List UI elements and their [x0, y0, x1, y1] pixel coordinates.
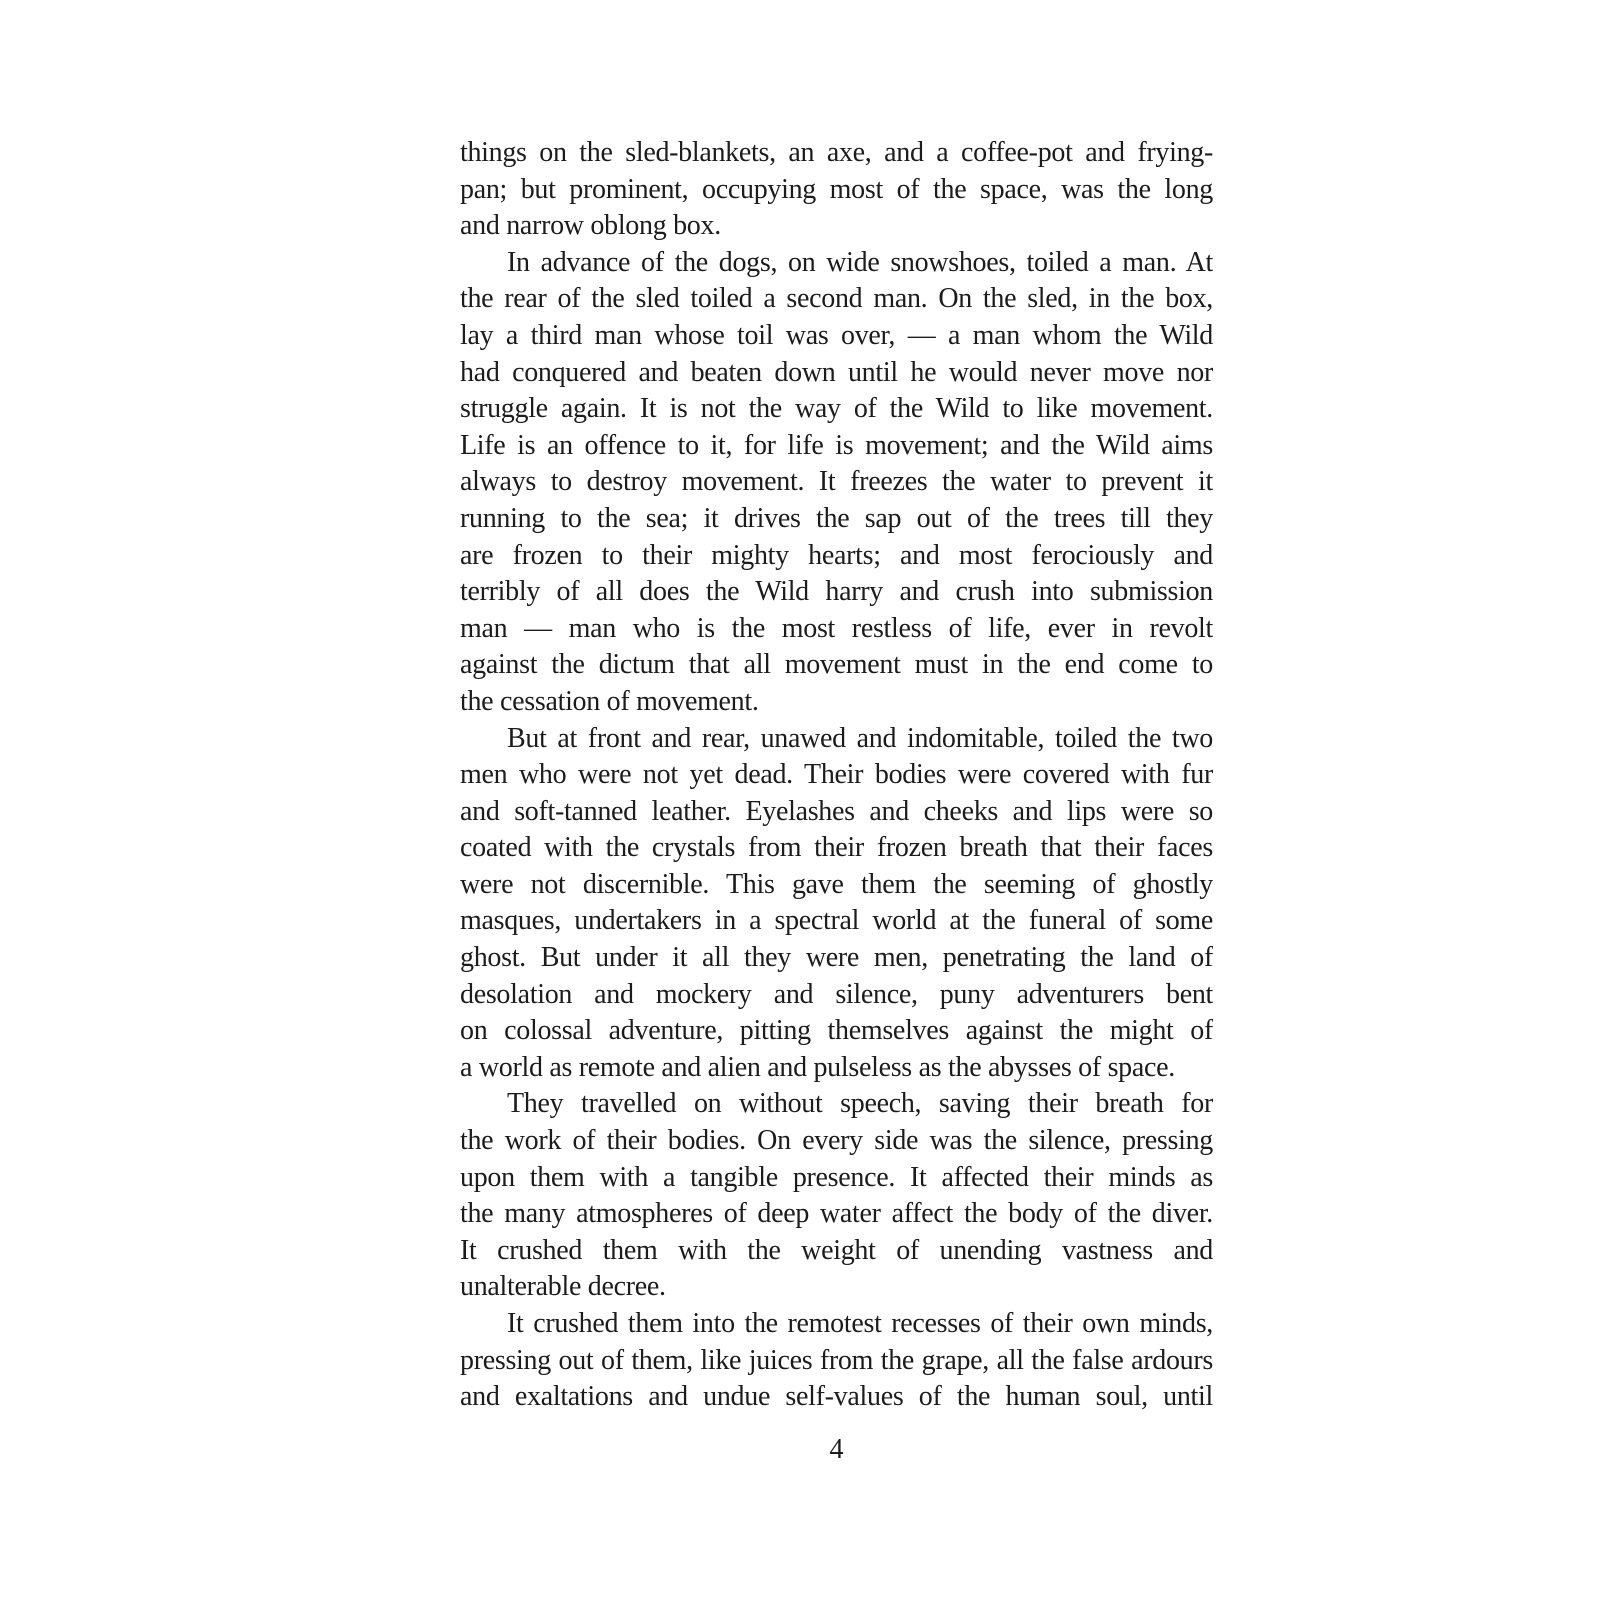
text-line: the cessation of movement. — [460, 685, 759, 717]
page-text — [460, 135, 1213, 1416]
text-line: But at front and rear, unawed and indomitable, toiled the two — [507, 722, 1213, 754]
text-line: lay a third man whose toil was over, — a man whom the Wild — [460, 319, 1213, 351]
text-line: upon them with a tangible presence. It affected their minds as — [460, 1161, 1213, 1193]
text-line: struggle again. It is not the way of the Wild to like movement. — [460, 393, 1213, 425]
text-line: pressing out of them, like juices from the grape, all the false ardours — [460, 1344, 1213, 1376]
text-line: pan; but prominent, occupying most of the space, was the long — [460, 173, 1213, 205]
text-line: masques, undertakers in a spectral world at the funeral of some — [460, 905, 1213, 937]
text-line: terribly of all does the Wild harry and crush into submission — [460, 576, 1213, 608]
text-line: a world as remote and alien and pulseless as the abysses of space. — [460, 1051, 1175, 1083]
text-line: It crushed them into the remotest recesses of their own minds, — [507, 1308, 1213, 1339]
text-line: had conquered and beaten down until he would never move nor — [460, 356, 1213, 388]
text-line: In advance of the dogs, on wide snowshoes, toiled a man. At — [507, 246, 1213, 278]
text-line: the work of their bodies. On every side was the silence, pressing — [460, 1125, 1213, 1157]
text-line: desolation and mockery and silence, puny adventurers bent — [460, 978, 1213, 1010]
text-line: It crushed them with the weight of unending vastness and — [460, 1234, 1213, 1266]
text-line: man — man who is the most restless of life, ever in revolt — [460, 612, 1213, 644]
text-line: unalterable decree. — [460, 1271, 666, 1303]
text-line: are frozen to their mighty hearts; and most ferociously and — [460, 539, 1213, 571]
text-line: things on the sled-blankets, an axe, and a coffee-pot and frying- — [460, 137, 1213, 168]
text-line: ghost. But under it all they were men, penetrating the land of — [460, 942, 1213, 974]
text-line: and soft-tanned leather. Eyelashes and cheeks and lips were so — [460, 795, 1213, 827]
text-line: Life is an offence to it, for life is movement; and the Wild aims — [460, 429, 1213, 461]
text-line: men who were not yet dead. Their bodies were covered with fur — [460, 759, 1213, 791]
text-line: and exaltations and undue self-values of the human soul, until — [460, 1381, 1213, 1413]
text-line: running to the sea; it drives the sap out of the trees till they — [460, 502, 1213, 534]
text-line: and narrow oblong box. — [460, 210, 721, 242]
text-line: coated with the crystals from their frozen breath that their faces — [460, 832, 1213, 864]
text-line: were not discernible. This gave them the seeming of ghostly — [460, 868, 1213, 900]
page-number: 4 — [829, 1434, 844, 1465]
text-line: the many atmospheres of deep water affect the body of the diver. — [460, 1198, 1213, 1230]
text-line: They travelled on without speech, saving their breath for — [507, 1088, 1213, 1120]
text-line: the rear of the sled toiled a second man. On the sled, in the box, — [460, 283, 1213, 315]
text-line: on colossal adventure, pitting themselves against the might of — [460, 1015, 1213, 1047]
text-line: always to destroy movement. It freezes the water to prevent it — [460, 466, 1213, 498]
text-line: against the dictum that all movement must in the end come to — [460, 649, 1213, 681]
